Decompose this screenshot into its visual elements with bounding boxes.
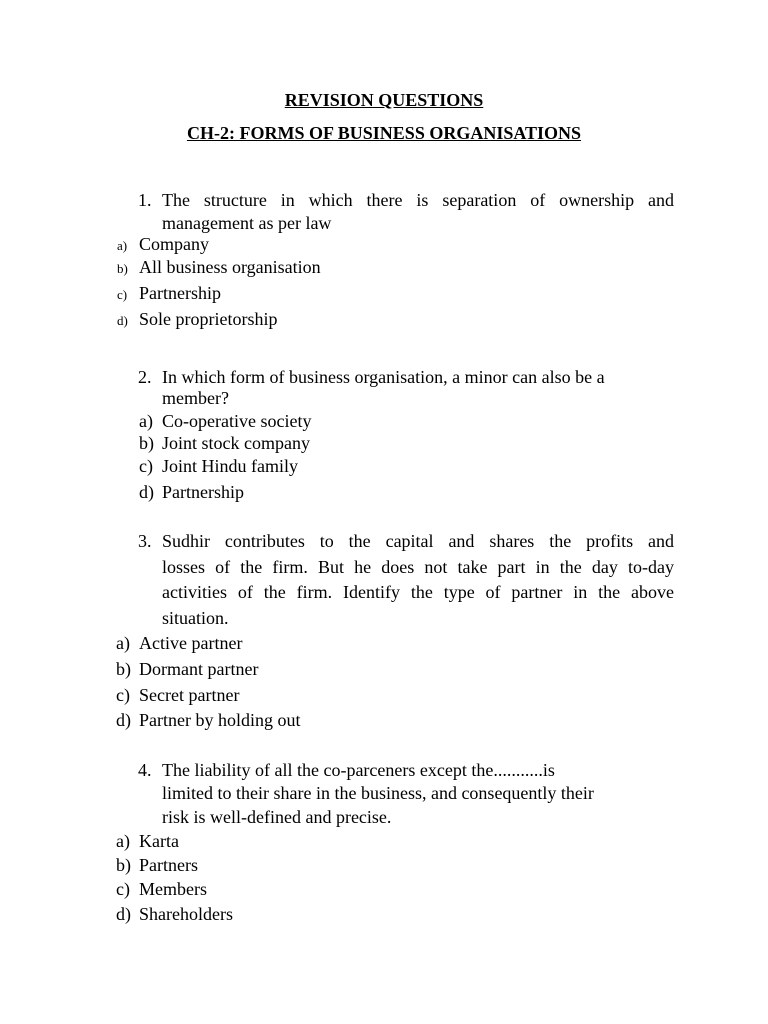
option-marker: a) bbox=[116, 831, 130, 851]
option-text: Partnership bbox=[139, 283, 221, 303]
option-marker: d) bbox=[116, 904, 131, 924]
question-number: 3. bbox=[138, 531, 152, 551]
option-text: Secret partner bbox=[139, 685, 240, 705]
option-marker: c) bbox=[139, 456, 153, 476]
question-text-line: limited to their share in the business, and consequently their bbox=[162, 783, 594, 803]
question-text-line: risk is well-defined and precise. bbox=[162, 807, 392, 827]
option-marker: d) bbox=[116, 710, 131, 730]
option-marker: b) bbox=[116, 855, 131, 875]
option-marker: a) bbox=[139, 411, 153, 431]
question-text-line: activities of the firm. Identify the type of partner in the above bbox=[162, 582, 674, 602]
question-text-line: Sudhir contributes to the capital and shares the profits and bbox=[162, 531, 674, 551]
option-marker: c) bbox=[116, 879, 130, 899]
option-marker: b) bbox=[117, 261, 128, 276]
question-text-line: The structure in which there is separation of ownership and bbox=[162, 190, 674, 210]
option-marker: c) bbox=[117, 287, 128, 302]
question-number: 2. bbox=[138, 367, 152, 387]
option-marker: d) bbox=[139, 482, 154, 502]
question-number: 1. bbox=[138, 190, 152, 210]
question-text-line: situation. bbox=[162, 608, 229, 628]
option-text: Members bbox=[139, 879, 207, 899]
option-text: Co-operative society bbox=[162, 411, 312, 431]
option-marker: d) bbox=[117, 313, 128, 328]
option-marker: c) bbox=[116, 685, 130, 705]
option-marker: b) bbox=[139, 433, 154, 453]
option-text: Partnership bbox=[162, 482, 244, 502]
option-text: Shareholders bbox=[139, 904, 233, 924]
page-title: REVISION QUESTIONS bbox=[284, 90, 484, 110]
question-text-line: management as per law bbox=[162, 213, 332, 233]
question-number: 4. bbox=[138, 760, 152, 780]
option-text: Partner by holding out bbox=[139, 710, 301, 730]
question-text-line: The liability of all the co-parceners except the...........is bbox=[162, 760, 555, 780]
option-text: All business organisation bbox=[139, 257, 321, 277]
option-text: Dormant partner bbox=[139, 659, 259, 679]
option-marker: a) bbox=[117, 238, 128, 253]
option-marker: a) bbox=[116, 633, 130, 653]
option-text: Partners bbox=[139, 855, 198, 875]
option-text: Joint Hindu family bbox=[162, 456, 298, 476]
question-text-line: losses of the firm. But he does not take part in the day to-day bbox=[162, 557, 674, 577]
option-text: Sole proprietorship bbox=[139, 309, 278, 329]
option-text: Active partner bbox=[139, 633, 243, 653]
option-text: Karta bbox=[139, 831, 179, 851]
option-text: Joint stock company bbox=[162, 433, 310, 453]
question-text-line: In which form of business organisation, a minor can also be a bbox=[162, 367, 605, 387]
option-text: Company bbox=[139, 234, 209, 254]
option-marker: b) bbox=[116, 659, 131, 679]
question-text-line: member? bbox=[162, 388, 229, 408]
chapter-subtitle: CH-2: FORMS OF BUSINESS ORGANISATIONS bbox=[186, 123, 582, 143]
